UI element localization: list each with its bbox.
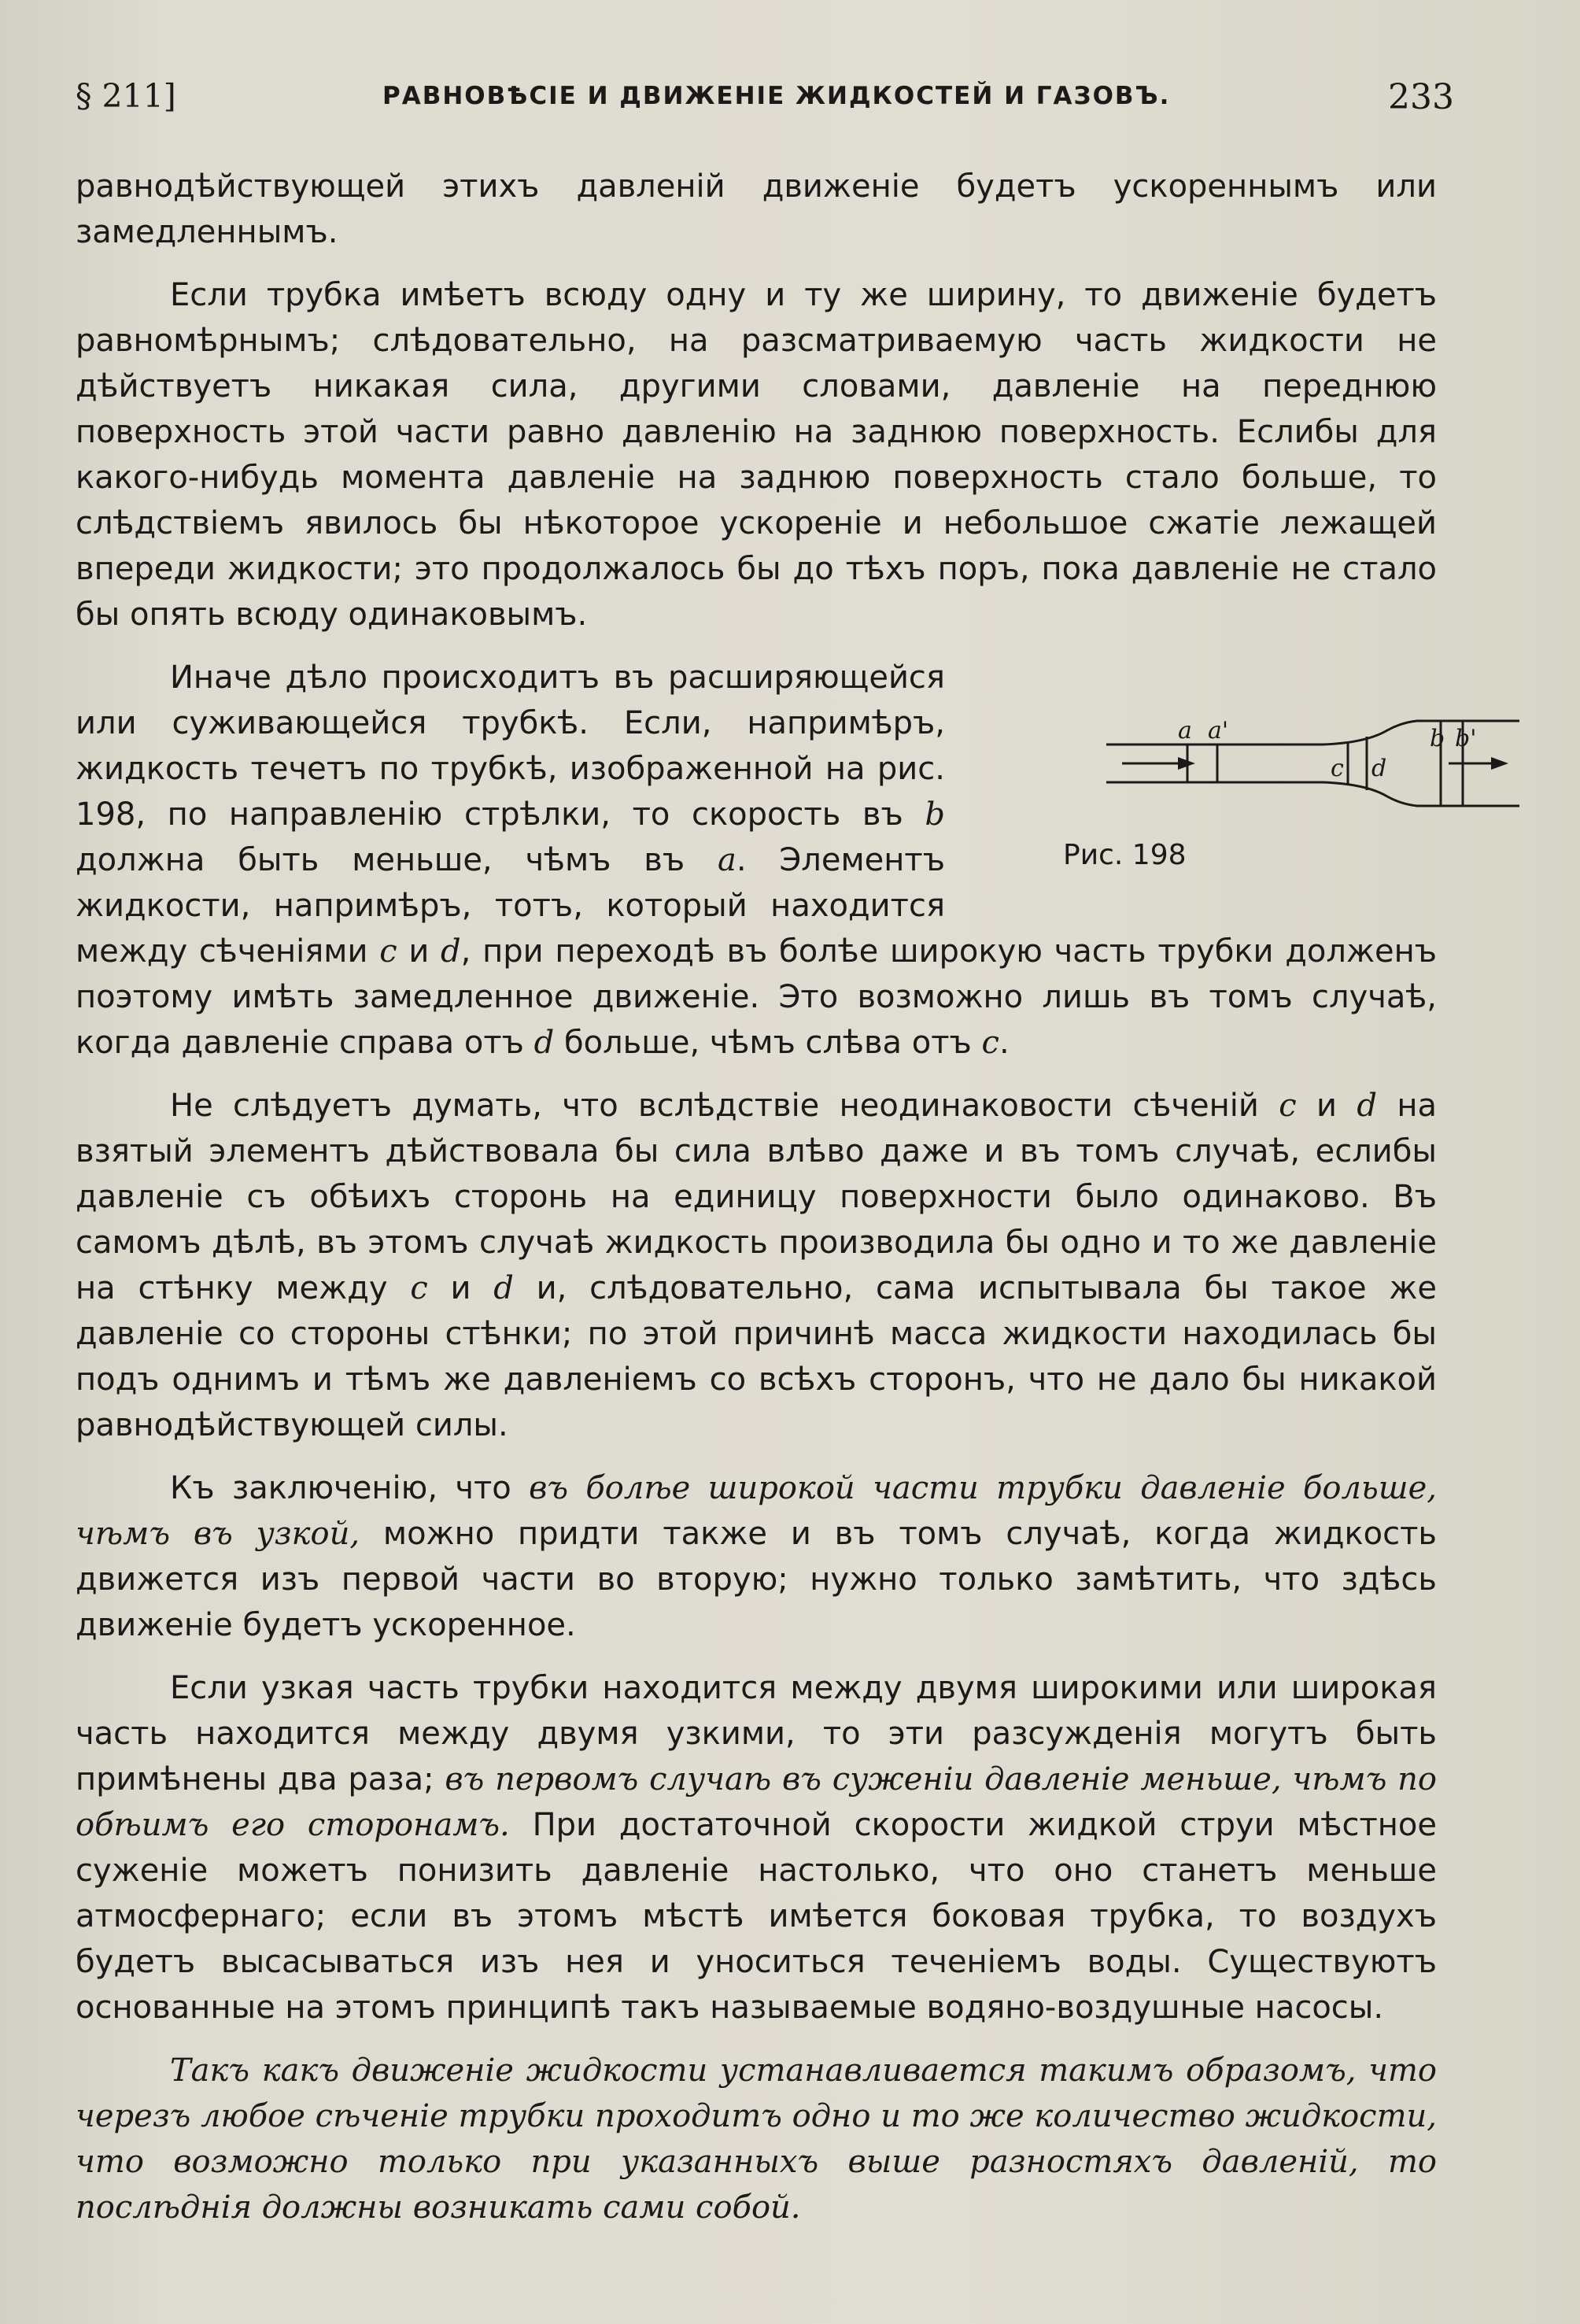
body-text bbox=[76, 164, 1477, 2248]
var-c-3: c bbox=[1279, 1088, 1297, 1124]
paragraph-2: Если трубка имѣетъ всюду одну и ту же ширину, то движеніе будетъ равномѣрнымъ; слѣдовательно, на разсматриваемую часть жидкости не дѣйствуетъ никакая сила, другими словами, давленіе на переднюю поверхность этой части равно давленію на заднюю поверхность. Еслибы для какого-нибудь момента давленіе на заднюю поверхность стало больше, то слѣдствіемъ явилось бы нѣкоторое ускореніе и небольшое сжатіе лежащей впереди жидкости; это продолжалось бы до тѣхъ поръ, пока давленіе не стало бы опять всюду одинаковымъ. bbox=[76, 277, 1437, 633]
label-b-prime: b' bbox=[1455, 725, 1477, 752]
p3-text-3: . Элементъ жидкости, напримѣръ, тотъ, который находится между сѣченіями bbox=[76, 842, 945, 970]
paragraph-4 bbox=[76, 1083, 1437, 1448]
paragraph-1: равнодѣйствующей этихъ давленій движеніе будетъ ускореннымъ или замедленнымъ. bbox=[76, 168, 1437, 250]
p4-text-3: на взятый элементъ дѣйствовала бы сила влѣво даже и въ томъ случаѣ, еслибы давленіе съ обѣихъ сторонь на единицу поверхности было одинаково. Въ самомъ дѣлѣ, въ этомъ случаѣ жидкость производила бы одно и то же давленіе на стѣнку между bbox=[76, 1088, 1437, 1306]
p4-text-1: Не слѣдуетъ думать, что вслѣдствіе неодинаковости сѣченій bbox=[170, 1088, 1259, 1124]
label-b: b bbox=[1430, 725, 1445, 752]
p3-text-6: больше, чѣмъ слѣва отъ bbox=[554, 1025, 972, 1061]
var-d-4: d bbox=[493, 1270, 514, 1306]
page-number: 233 bbox=[1388, 77, 1454, 117]
p4-text-2: и bbox=[1296, 1088, 1338, 1124]
paragraph-5 bbox=[76, 1465, 1437, 1648]
p3-text-1: Иначе дѣло происходитъ въ расширяющейся или суживающейся трубкѣ. Если, напримѣръ, жидкость течетъ по трубкѣ, изображенной на рис. 198, по направленію стрѣлки, то скорость въ bbox=[76, 660, 945, 833]
p4-text-4: и bbox=[427, 1270, 471, 1306]
p5-italic: въ болѣе широкой части трубки давленіе больше, чѣмъ въ узкой, bbox=[76, 1470, 1437, 1552]
tube-lower-wall bbox=[1106, 782, 1519, 806]
var-d: d bbox=[441, 933, 461, 970]
label-a: a bbox=[1178, 717, 1192, 744]
p3-text-2: должна быть меньше, чѣмъ въ bbox=[76, 842, 685, 878]
label-d: d bbox=[1371, 755, 1387, 782]
figure-caption: Рис. 198 bbox=[1063, 839, 1187, 871]
p6-text-1: Если узкая часть трубки находится между двумя широкими или широкая часть находится между двумя узкими, то эти разсужденія могутъ быть примѣнены два раза; bbox=[76, 1670, 1437, 1797]
var-a: a bbox=[717, 842, 736, 878]
var-b: b bbox=[925, 796, 946, 833]
arrow-head-right-icon bbox=[1491, 757, 1508, 770]
running-title: РАВНОВѢСІЕ И ДВИЖЕНІЕ ЖИДКОСТЕЙ И ГАЗОВЪ. bbox=[382, 82, 1171, 110]
var-c-4: c bbox=[410, 1270, 428, 1306]
var-c: c bbox=[379, 933, 397, 970]
var-d-3: d bbox=[1357, 1088, 1377, 1124]
p4-text-5: и, слѣдовательно, сама испытывала бы такое же давленіе со стороны стѣнки; по этой причинѣ масса жидкости находилась бы подъ однимъ и тѣмъ же давленіемъ со всѣхъ сторонъ, что не дало бы никакой равнодѣйствующей силы. bbox=[76, 1270, 1437, 1443]
paragraph-6 bbox=[76, 1665, 1437, 2030]
p5-text-2: можно придти также и въ томъ случаѣ, когда жидкость движется изъ первой части во вторую; нужно только замѣтить, что здѣсь движеніе будетъ ускоренное. bbox=[76, 1516, 1437, 1643]
running-header bbox=[76, 72, 1454, 120]
var-d-2: d bbox=[533, 1025, 555, 1061]
p3-text-4: и bbox=[397, 933, 430, 970]
p3-text-5: , при переходѣ въ болѣе широкую часть трубки долженъ поэтому имѣть замедленное движеніе. Это возможно лишь въ томъ случаѣ, когда давленіе справа отъ bbox=[76, 933, 1438, 1061]
p6-text-2: При достаточной скорости жидкой струи мѣстное суженіе можетъ понизить давленіе настолько, что оно станетъ меньше атмосфернаго; если въ этомъ мѣстѣ имѣется боковая трубка, то воздухъ будетъ высасываться изъ нея и уноситься теченіемъ воды. Существуютъ основанные на этомъ принципѣ такъ называемые водяно-воздушные насосы. bbox=[76, 1807, 1437, 2026]
figure-198 bbox=[969, 658, 1477, 908]
p6-italic: въ первомъ случаѣ въ суженіи давленіе меньше, чѣмъ по обѣимъ его сторонамъ. bbox=[76, 1761, 1437, 1843]
paragraph-3 bbox=[76, 655, 1477, 1066]
p3-text-7: . bbox=[999, 1025, 1010, 1061]
p5-text-1: Къ заключенію, что bbox=[170, 1470, 530, 1506]
label-a-prime: a' bbox=[1208, 717, 1229, 744]
var-c-2: c bbox=[981, 1025, 999, 1061]
section-number: § 211] bbox=[76, 77, 176, 115]
tube-diagram bbox=[1063, 658, 1531, 823]
paragraph-7: Такъ какъ движеніе жидкости устанавливается такимъ образомъ, что черезъ любое сѣченіе трубки проходитъ одно и то же количество жидкости, что возможно только при указанныхъ выше разностяхъ давленій, то послѣднія должны возникать сами собой. bbox=[76, 2052, 1437, 2226]
label-c: c bbox=[1331, 755, 1344, 782]
